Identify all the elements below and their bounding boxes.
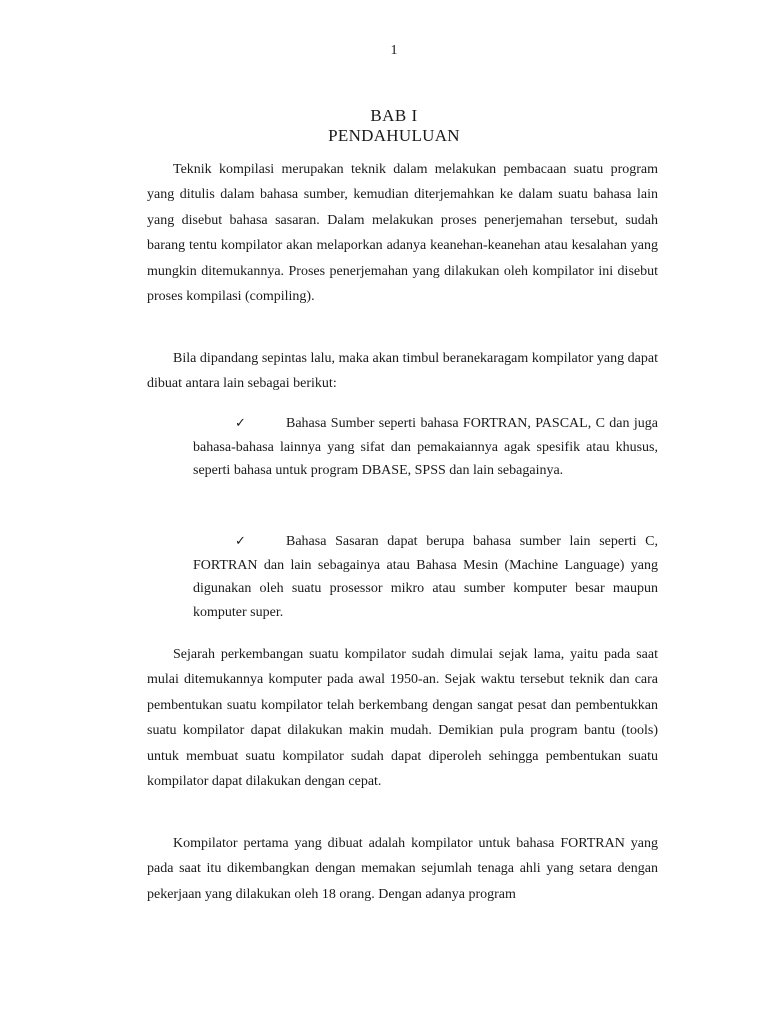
paragraph-first-compiler: Kompilator pertama yang dibuat adalah kompilator untuk bahasa FORTRAN yang pada saat itu dikembangkan dengan memakan sejumlah tenaga ahli yang setara dengan pekerjaan yang dilakukan oleh 18 orang. Dengan adanya program xyxy=(147,836,658,902)
page-number: 1 xyxy=(390,43,398,58)
checkmark-icon: ✓ xyxy=(235,534,246,549)
chapter-title: PENDAHULUAN xyxy=(328,126,460,145)
bullet-item-target-language xyxy=(193,530,658,624)
bullet-text: Bahasa Sumber seperti bahasa FORTRAN, PASCAL, C dan juga bahasa-bahasa lainnya yang sifat dan pemakaiannya agak spesifik atau khusus, seperti bahasa untuk program DBASE, SPSS dan lain sebagainya. xyxy=(193,416,658,479)
bullet-text: Bahasa Sasaran dapat berupa bahasa sumber lain seperti C, FORTRAN dan lain sebagainya atau Bahasa Mesin (Machine Language) yang digunakan oleh suatu prosessor mikro atau sumber komputer besar maupun komputer super. xyxy=(193,534,658,620)
paragraph-intro: Teknik kompilasi merupakan teknik dalam melakukan pembacaan suatu program yang ditulis dalam bahasa sumber, kemudian diterjemahkan ke dalam suatu bahasa lain yang disebut bahasa sasaran. Dalam melakukan proses penerjemahan tersebut, sudah barang tentu kompilator akan melaporkan adanya keanehan-keanehan atau kesalahan yang mungkin ditemukannya. Proses penerjemahan yang dilakukan oleh kompilator ini disebut proses kompilasi (compiling). xyxy=(147,162,658,305)
paragraph-history: Sejarah perkembangan suatu kompilator sudah dimulai sejak lama, yaitu pada saat mulai ditemukannya komputer pada awal 1950-an. Sejak waktu tersebut teknik dan cara pembentukan suatu kompilator telah berkembang dengan sangat pesat dan pembentukkan suatu kompilator dapat dilakukan makin mudah. Demikian pula program bantu (tools) untuk membuat suatu kompilator sudah dapat diperoleh sehingga pembentukan suatu kompilator dapat dilakukan dengan cepat. xyxy=(147,647,658,790)
bullet-item-source-language xyxy=(193,412,658,483)
chapter-heading: BAB I xyxy=(370,106,418,125)
checkmark-icon: ✓ xyxy=(235,416,246,431)
paragraph-compiler-types: Bila dipandang sepintas lalu, maka akan timbul beranekaragam kompilator yang dapat dibuat antara lain sebagai berikut: xyxy=(147,351,658,392)
